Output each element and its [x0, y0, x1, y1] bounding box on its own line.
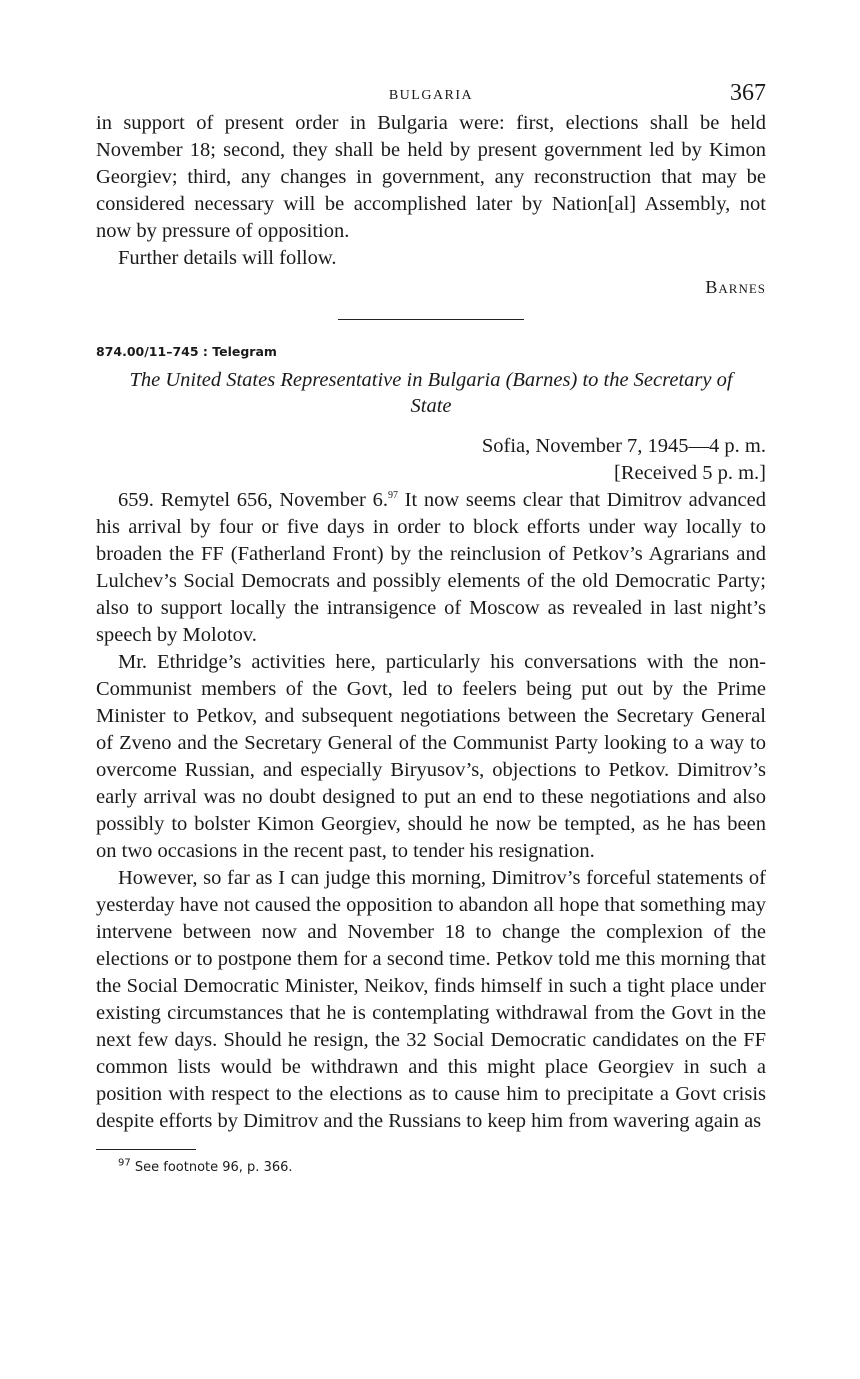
continued-paragraph: in support of present order in Bulgaria were: first, elections shall be held November 18; second, they shall be held by present government led by Kimon Georgiev; third, any changes in government, any reconstruction that may be considered necessary will be accomplished later by Nation[al] Assembly, not now by pressure of opposition.: [96, 112, 766, 242]
signature: Barnes: [705, 277, 766, 297]
footnote-reference-97: 97: [387, 490, 398, 502]
paragraph-1-text: It now seems clear that Dimitrov advanced his arrival by four or five days in order to block efforts under way locally to broaden the FF (Fatherland Front) by the reinclusion of Petkov’s Agrarians and Lulchev’s Social Democrats and possibly elements of the old Democratic Party; also to support locally the intransigence of Moscow as revealed in last night’s speech by Molotov.: [96, 489, 767, 646]
page-header: [96, 80, 766, 110]
footnote-mark: 97: [118, 1157, 131, 1169]
document-title: The United States Representative in Bulgaria (Barnes) to the Secretary of State: [129, 369, 733, 417]
document-page: [96, 80, 766, 1175]
running-head: BULGARIA: [388, 88, 474, 103]
telegram-paragraph-1: [96, 487, 766, 649]
file-reference: 874.00/11–745 : Telegram: [96, 344, 277, 359]
footnote-text: See footnote 96, p. 366.: [130, 1160, 293, 1175]
telegram-paragraph-2: Mr. Ethridge’s activities here, particularly his conversations with the non-Communist members of the Govt, led to feelers being put out by the Prime Minister to Petkov, and subsequent negotiations between the Secretary General of Zveno and the Secretary General of the Communist Party looking to a way to overcome Russian, and especially Biryusov’s, objections to Petkov. Dimitrov’s early arrival was no doubt designed to put an end to these negotiations and also possibly to bolster Kimon Georgiev, should he now be tempted, as he has been on two occasions in the recent past, to tender his resignation.: [96, 651, 766, 862]
page-number: 367: [730, 80, 766, 106]
footnote-rule: [96, 1149, 196, 1150]
telegram-paragraph-3: However, so far as I can judge this morning, Dimitrov’s forceful statements of yesterday have not caused the opposition to abandon all hope that something may intervene between now and November 18 to change the complexion of the elections or to postpone them for a second time. Petkov told me this morning that the Social Democratic Minister, Neikov, finds himself in such a tight place under existing circumstances that he is contemplating withdrawal from the Govt in the next few days. Should he resign, the 32 Social Democratic candidates on the FF common lists would be withdrawn and this might place Georgiev in such a position with respect to the elections as to cause him to precipitate a Govt crisis despite efforts by Dimitrov and the Russians to keep him from wavering again as: [96, 867, 766, 1132]
place-date-line: Sofia, November 7, 1945—4 p. m.: [481, 435, 766, 457]
paragraph-1-lead: 659. Remytel 656, November 6.: [118, 489, 388, 511]
section-divider: [338, 319, 524, 320]
received-line: [Received 5 p. m.]: [614, 462, 766, 484]
further-details-line: Further details will follow.: [118, 247, 337, 269]
footnote: [96, 1157, 766, 1175]
